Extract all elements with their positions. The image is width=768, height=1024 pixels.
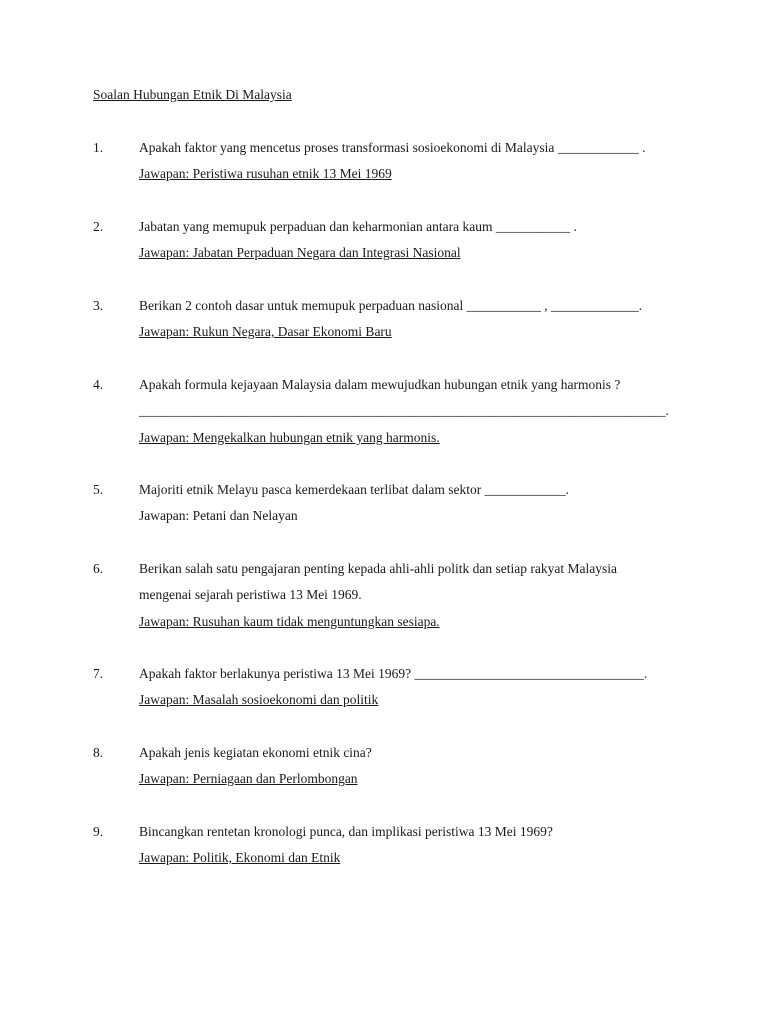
answer-text: Jawapan: Jabatan Perpaduan Negara dan Integrasi Nasional (139, 245, 461, 260)
question-text: Apakah jenis kegiatan ekonomi etnik cina? (139, 745, 372, 760)
question-text: Berikan 2 contoh dasar untuk memupuk perpaduan nasional ___________ , _____________. (139, 298, 643, 313)
question-text: Berikan salah satu pengajaran penting kepada ahli-ahli politk dan setiap rakyat Malaysia (139, 561, 617, 576)
question-text: Jabatan yang memupuk perpaduan dan keharmonian antara kaum ___________ . (139, 219, 577, 234)
answer-text: Jawapan: Masalah sosioekonomi dan politik (139, 692, 379, 707)
question-number: 7. (93, 666, 104, 681)
answer-text: Jawapan: Mengekalkan hubungan etnik yang harmonis. (139, 430, 440, 445)
answer-text: Jawapan: Petani dan Nelayan (139, 508, 298, 523)
question-number: 5. (93, 482, 104, 497)
answer-text: Jawapan: Peristiwa rusuhan etnik 13 Mei 1969 (139, 166, 392, 181)
question-text: Bincangkan rentetan kronologi punca, dan implikasi peristiwa 13 Mei 1969? (139, 824, 553, 839)
question-number: 8. (93, 745, 104, 760)
question-number: 6. (93, 561, 104, 576)
answer-text: Jawapan: Politik, Ekonomi dan Etnik (139, 850, 341, 865)
question-number: 4. (93, 377, 104, 392)
document-title: Soalan Hubungan Etnik Di Malaysia (93, 87, 292, 102)
answer-blank-line: ______________________________________________________________________________. (139, 403, 669, 418)
question-text-continued: mengenai sejarah peristiwa 13 Mei 1969. (139, 587, 362, 602)
question-text: Majoriti etnik Melayu pasca kemerdekaan terlibat dalam sektor ____________. (139, 482, 569, 497)
question-number: 1. (93, 140, 104, 155)
question-number: 3. (93, 298, 104, 313)
answer-text: Jawapan: Rukun Negara, Dasar Ekonomi Baru (139, 324, 392, 339)
question-text: Apakah faktor yang mencetus proses transformasi sosioekonomi di Malaysia ____________ . (139, 140, 646, 155)
question-text: Apakah formula kejayaan Malaysia dalam mewujudkan hubungan etnik yang harmonis ? (139, 377, 621, 392)
question-number: 9. (93, 824, 104, 839)
question-text: Apakah faktor berlakunya peristiwa 13 Mei 1969? __________________________________. (139, 666, 648, 681)
answer-text: Jawapan: Rusuhan kaum tidak menguntungkan sesiapa. (139, 614, 440, 629)
question-number: 2. (93, 219, 104, 234)
answer-text: Jawapan: Perniagaan dan Perlombongan (139, 771, 358, 786)
